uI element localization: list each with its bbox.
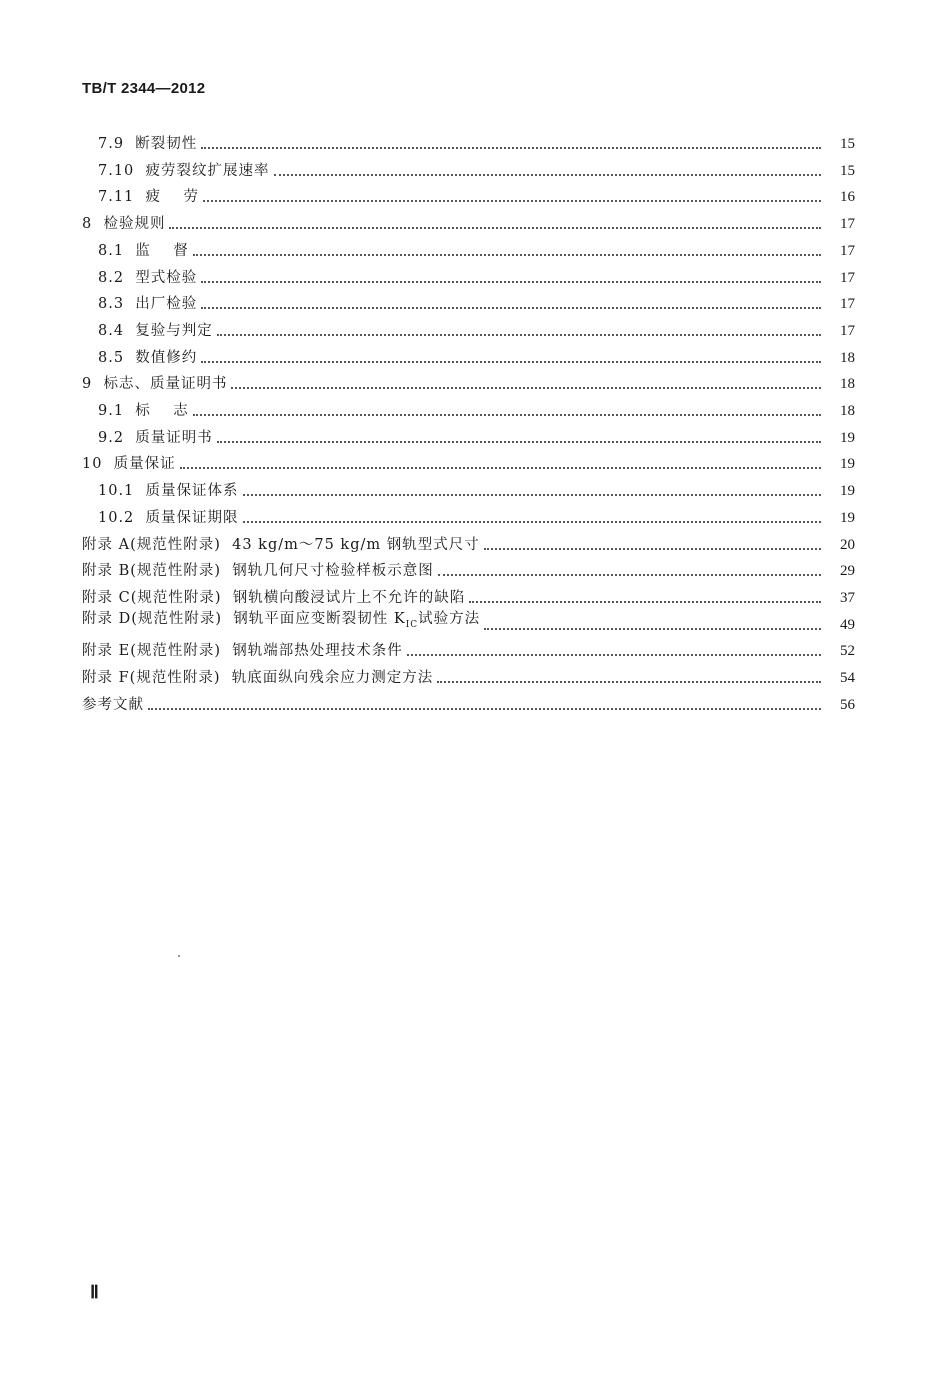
toc-entry-label: 9.2 质量证明书: [98, 429, 213, 446]
toc-leader-dots: [148, 708, 821, 710]
toc-entry-page: 56: [840, 696, 855, 713]
toc-entry[interactable]: [82, 609, 855, 635]
toc-entry-page: 49: [840, 616, 855, 633]
toc-entry[interactable]: [98, 262, 855, 288]
toc-entry[interactable]: [82, 635, 855, 661]
toc-entry-label: 10.2 质量保证期限: [98, 509, 239, 526]
toc-entry-label: 8.3 出厂检验: [98, 296, 198, 313]
toc-leader-dots: [438, 574, 821, 576]
toc-entry[interactable]: [98, 155, 855, 181]
toc-entry-page: 19: [840, 509, 855, 526]
toc-leader-dots: [274, 174, 821, 176]
toc-leader-dots: [180, 467, 821, 469]
toc-leader-dots: [243, 494, 821, 496]
toc-leader-dots: [201, 281, 821, 283]
toc-entry[interactable]: [82, 662, 855, 688]
toc-entry[interactable]: [98, 235, 855, 261]
toc-entry-label: 附录 D(规范性附录) 钢轨平面应变断裂韧性 $K_{IC}$试验方法: [82, 610, 481, 630]
toc-entry-label: 8.4 复验与判定: [98, 322, 213, 339]
toc-entry-page: 18: [840, 349, 855, 366]
toc-entry-page: 37: [840, 589, 855, 606]
toc-entry-page: 19: [840, 429, 855, 446]
toc-leader-dots: [193, 254, 821, 256]
toc-entry[interactable]: [82, 582, 855, 608]
toc-entry-page: 18: [840, 403, 855, 419]
toc-entry[interactable]: [98, 475, 855, 501]
toc-entry-page: 17: [840, 242, 855, 259]
toc-entry[interactable]: [82, 208, 855, 234]
toc-entry-label: 10.1 质量保证体系: [98, 483, 239, 500]
document-header: TB/T 2344—2012: [82, 80, 206, 97]
toc-entry-label: 8.2 型式检验: [98, 269, 198, 286]
toc-entry-label: 7.9 断裂韧性: [98, 136, 198, 152]
toc-entry[interactable]: [82, 689, 855, 715]
toc-entry-label: 8 检验规则: [82, 216, 166, 233]
toc-entry-label: 附录 A(规范性附录) 43 kg/m～75 kg/m 钢轨型式尺寸: [82, 536, 480, 553]
toc-leader-dots: [484, 548, 821, 550]
toc-entry[interactable]: [82, 368, 855, 394]
toc-entry-page: 29: [840, 563, 855, 580]
page-number: Ⅱ: [90, 1282, 99, 1302]
toc-entry-page: 19: [840, 483, 855, 500]
toc-leader-dots: [201, 147, 821, 149]
toc-entry[interactable]: [98, 315, 855, 341]
toc-leader-dots: [469, 601, 821, 603]
toc-leader-dots: [203, 200, 821, 202]
toc-leader-dots: [217, 334, 821, 336]
toc-entry-page: 54: [840, 670, 855, 686]
toc-leader-dots: [201, 307, 821, 309]
toc-entry[interactable]: [98, 181, 855, 207]
toc-entry[interactable]: [98, 342, 855, 368]
toc-entry-page: 19: [840, 456, 855, 473]
toc-leader-dots: [217, 441, 821, 443]
toc-entry-page: 18: [840, 376, 855, 393]
toc-entry-page: 15: [840, 136, 855, 152]
toc-entry-page: 16: [840, 189, 855, 206]
toc-entry-label: 9.1 标 志: [98, 403, 189, 419]
toc-entry-label: 参考文献: [82, 696, 144, 713]
toc-entry[interactable]: [98, 128, 855, 154]
toc-entry-label: 8.1 监 督: [98, 242, 189, 259]
toc-leader-dots: [437, 681, 821, 683]
toc-entry-label: 附录 F(规范性附录) 轨底面纵向残余应力测定方法: [82, 670, 434, 686]
toc-entry-page: 17: [840, 269, 855, 286]
toc-entry-label: 附录 E(规范性附录) 钢轨端部热处理技术条件: [82, 643, 403, 660]
toc-entry-label: 附录 B(规范性附录) 钢轨几何尺寸检验样板示意图: [82, 563, 434, 580]
toc-entry-page: 20: [840, 536, 855, 553]
toc-leader-dots: [193, 414, 821, 416]
toc-entry[interactable]: [82, 529, 855, 555]
toc-entry-label: 7.10 疲劳裂纹扩展速率: [98, 162, 270, 179]
toc-entry-label: 8.5 数值修约: [98, 349, 198, 366]
toc-leader-dots: [243, 521, 821, 523]
toc-entry-label: 附录 C(规范性附录) 钢轨横向酸浸试片上不允许的缺陷: [82, 589, 466, 606]
toc-entry-page: 15: [840, 162, 855, 179]
toc-entry-page: 17: [840, 296, 855, 313]
toc-leader-dots: [231, 387, 821, 389]
toc-entry[interactable]: [98, 288, 855, 314]
toc-entry-page: 52: [840, 643, 855, 660]
toc-entry[interactable]: [82, 448, 855, 474]
toc-entry-page: 17: [840, 322, 855, 339]
toc-leader-dots: [484, 628, 821, 630]
scan-speck: [178, 955, 180, 957]
toc-entry-label: 9 标志、质量证明书: [82, 376, 228, 393]
toc-entry-page: 17: [840, 216, 855, 233]
toc-entry-label: 10 质量保证: [82, 456, 176, 473]
toc-leader-dots: [201, 361, 821, 363]
toc-leader-dots: [169, 227, 821, 229]
toc-entry[interactable]: [98, 502, 855, 528]
toc-entry[interactable]: [98, 422, 855, 448]
toc-entry[interactable]: [82, 555, 855, 581]
toc-entry[interactable]: [98, 395, 855, 421]
toc-leader-dots: [407, 654, 821, 656]
toc-entry-label: 7.11 疲 劳: [98, 189, 199, 206]
